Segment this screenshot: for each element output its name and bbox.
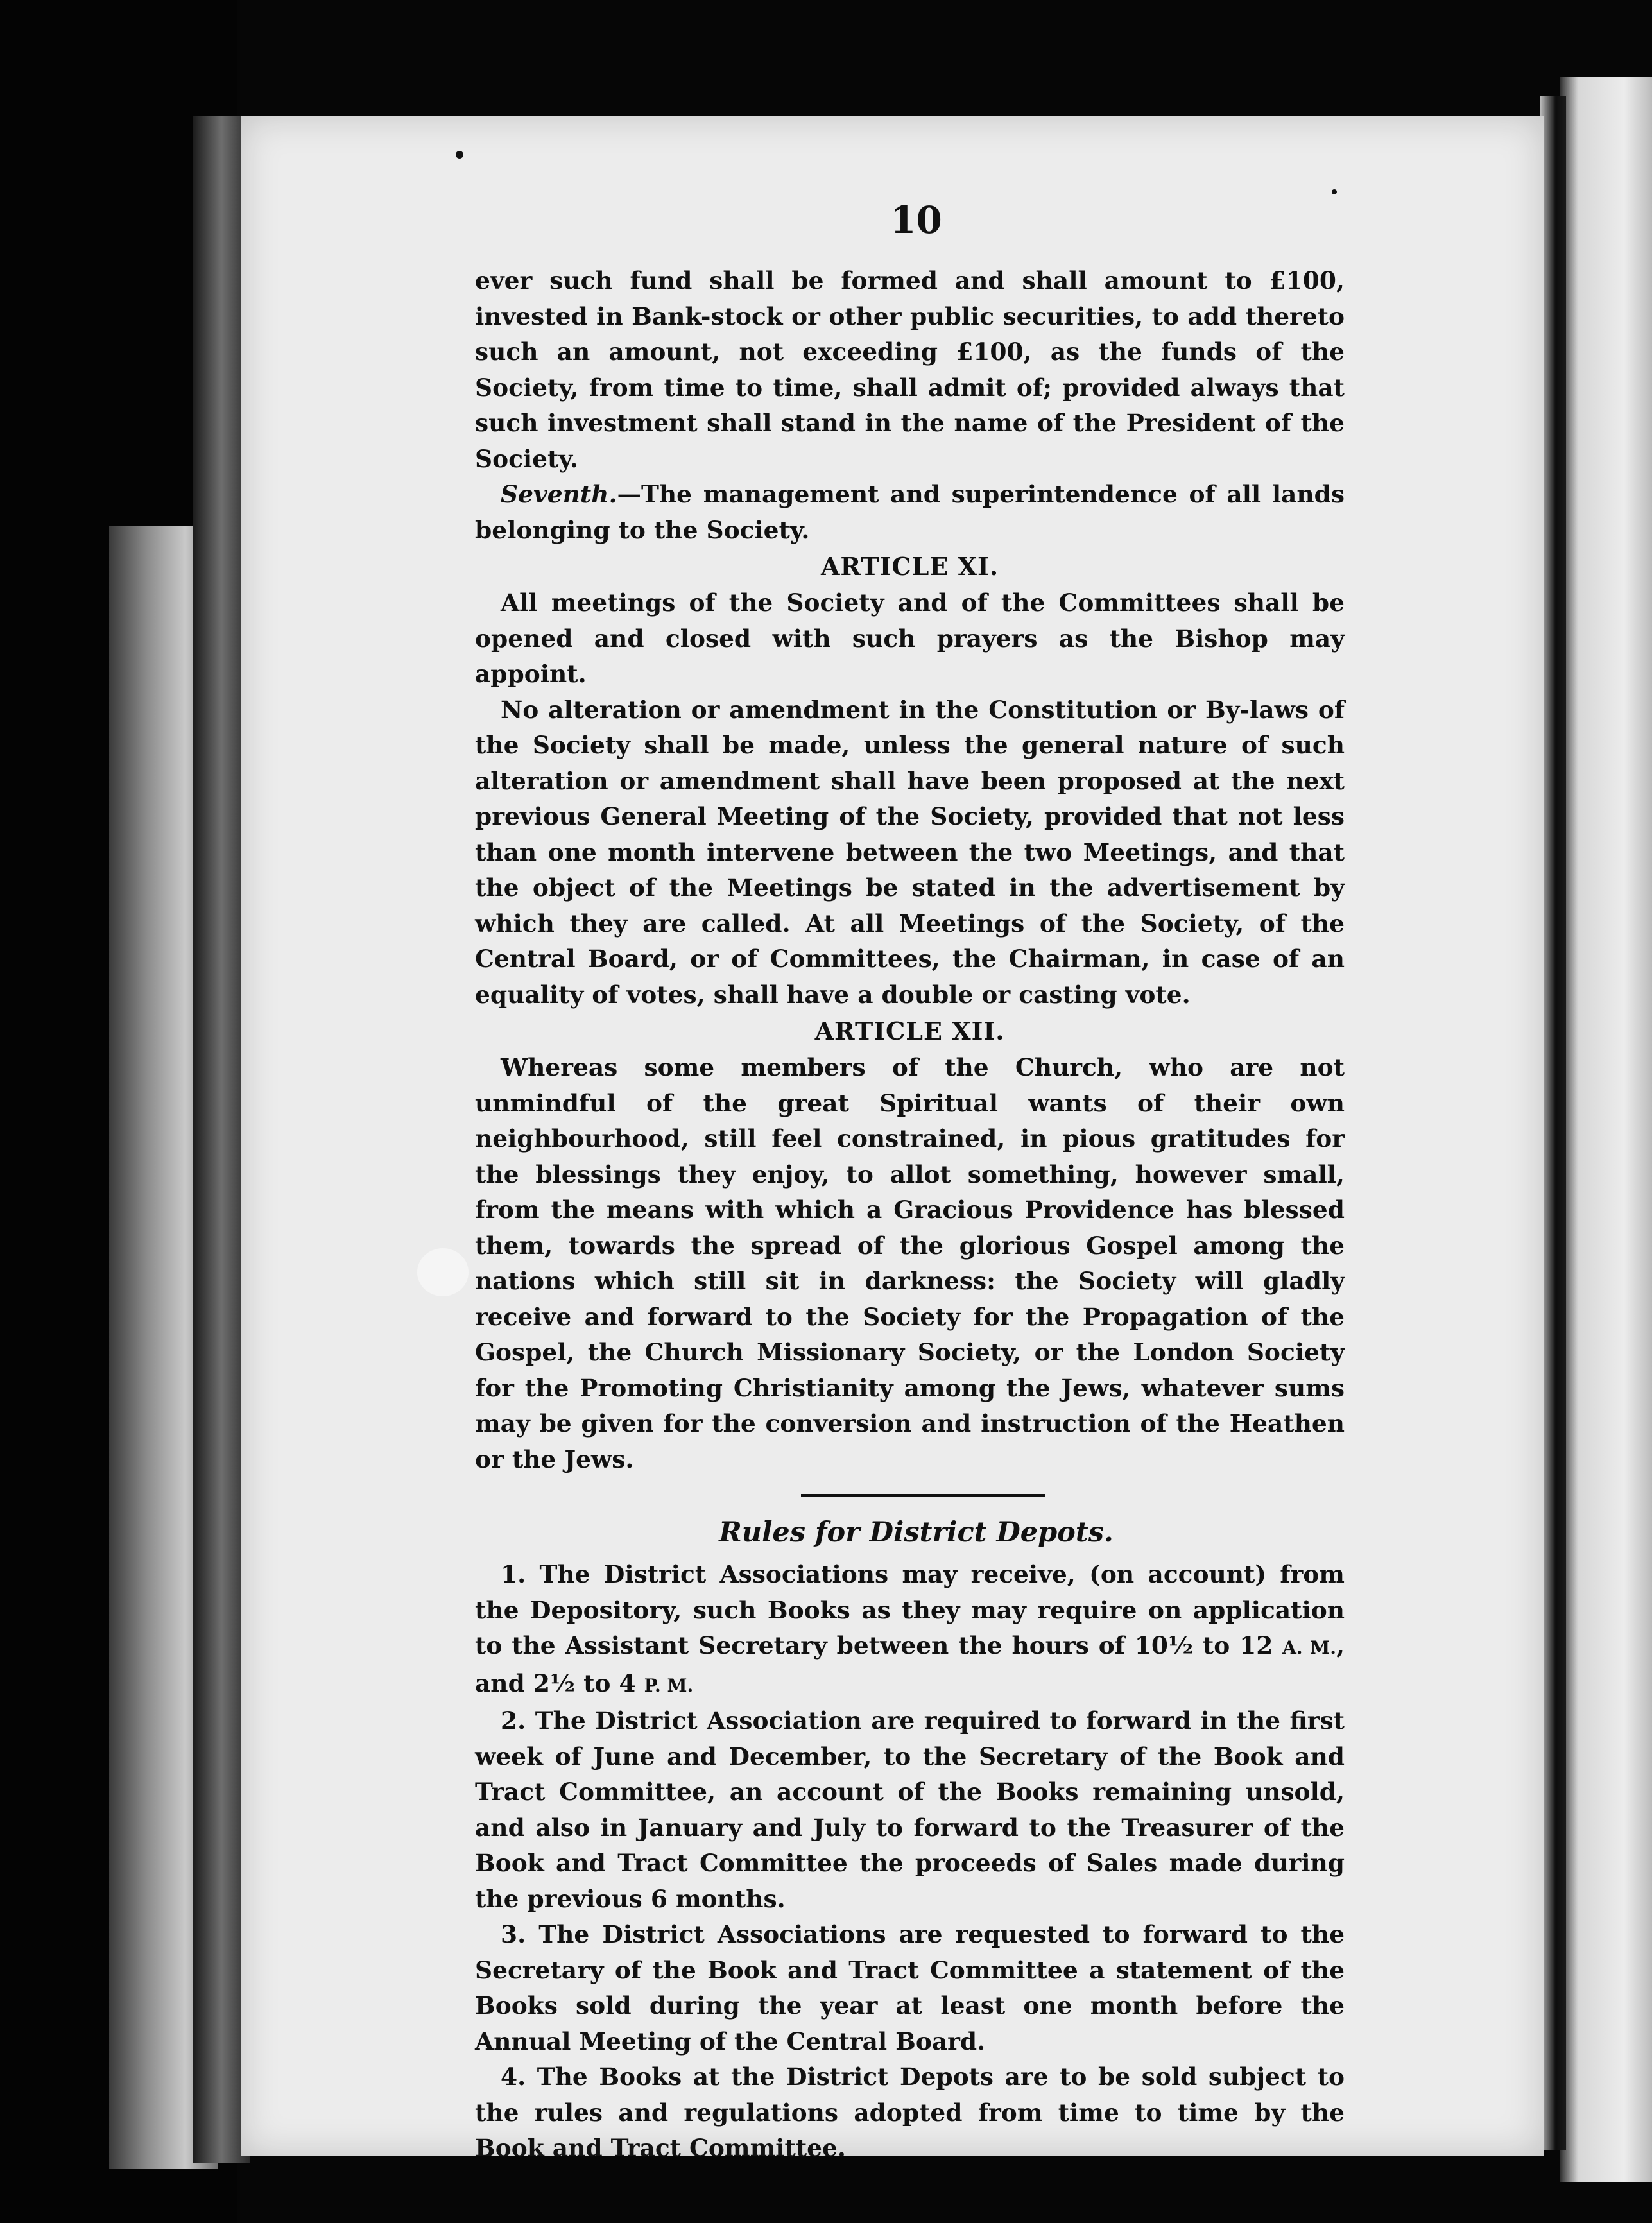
rule-1-pm: P. M. [644,1674,694,1696]
intro-paragraph: ever such fund shall be formed and shall amount to £100, invested in Bank-stock or other public securities, to add thereto such an amount, not exceeding £100, as the funds of the Society, from time to time, shall admit of; provided always that such investment shall stand in the name of the President of the Society. [475,266,1345,473]
rule-1-am: A. M. [1282,1637,1336,1658]
article-xi-paragraph-1: All meetings of the Society and of the Committees shall be opened and closed with such prayers as the Bishop may appoint. [475,588,1345,688]
page-number: 10 [890,198,942,242]
article-xii-paragraph: Whereas some members of the Church, who are not unmindful of the great Spiritual wants of their own neighbourhood, still feel constrained, in pious gratitudes for the blessings they enjoy, to allot something, however small, from the means with which a Gracious Providence has blessed them, towards the spread of the glorious Gospel among the nations which still sit in darkness: the Society will gladly receive and forward to the Society for the Propagation of the Gospel, the Church Missionary Society, or the London Society for the Promoting Christianity among the Jews, whatever sums may be given for the conversion and instruction of the Heathen or the Jews. [475,1053,1345,1473]
article-xi-heading: ARTICLE XI. [820,552,999,581]
rule-1-text-a: 1. The District Associations may receive, (on account) from the Depository, such Books as they may require on application to the Assistant Secretary between the hours of 10½ to 12 [475,1560,1345,1660]
scan-speck [1332,189,1337,194]
rules-heading: Rules for District Depots. [719,1516,1114,1549]
rule-1 [475,1557,1345,1703]
article-xi-paragraph-2: No alteration or amendment in the Constitution or By-laws of the Society shall be made, unless the general nature of such alteration or amendment shall have been proposed at the next previous General Meeting of the Society, provided that not less than one month intervene between the two Meetings, and that the object of the Meetings be stated in the advertisement by which they are called. At all Meetings of the Society, of the Central Board, or of Committees, the Chairman, in case of an equality of votes, shall have a double or casting vote. [475,695,1345,1009]
seventh-label: Seventh. [501,480,617,508]
seventh-text: —The management and superintendence of all lands belonging to the Society. [475,480,1345,544]
facing-page-edge [1560,77,1652,2182]
page-text [475,198,1345,2167]
rule-2: 2. The District Association are required to forward in the first week of June and December, to the Secretary of the Book and Tract Committee, an account of the Books remaining unsold, and also in January and July to forward to the Treasurer of the Book and Tract Committee the proceeds of Sales made during the previous 6 months. [475,1706,1345,1913]
scan-blot [417,1248,469,1296]
rule-4: 4. The Books at the District Depots are to be sold subject to the rules and regulations adopted from time to time by the Book and Tract Committee. [475,2063,1345,2162]
rule-1-text-b: , and 2½ to 4 [475,1631,1345,1697]
gutter-shadow [1540,96,1566,2150]
section-divider [801,1494,1045,1497]
scanned-page [241,116,1544,2162]
scan-speck [456,151,463,159]
seventh-paragraph [475,477,1345,548]
article-xii-heading: ARTICLE XII. [814,1017,1005,1045]
rule-3: 3. The District Associations are requested to forward to the Secretary of the Book and Tract Committee a statement of the Books sold during the year at least one month before the Annual Meeting of the Central Board. [475,1920,1345,2056]
